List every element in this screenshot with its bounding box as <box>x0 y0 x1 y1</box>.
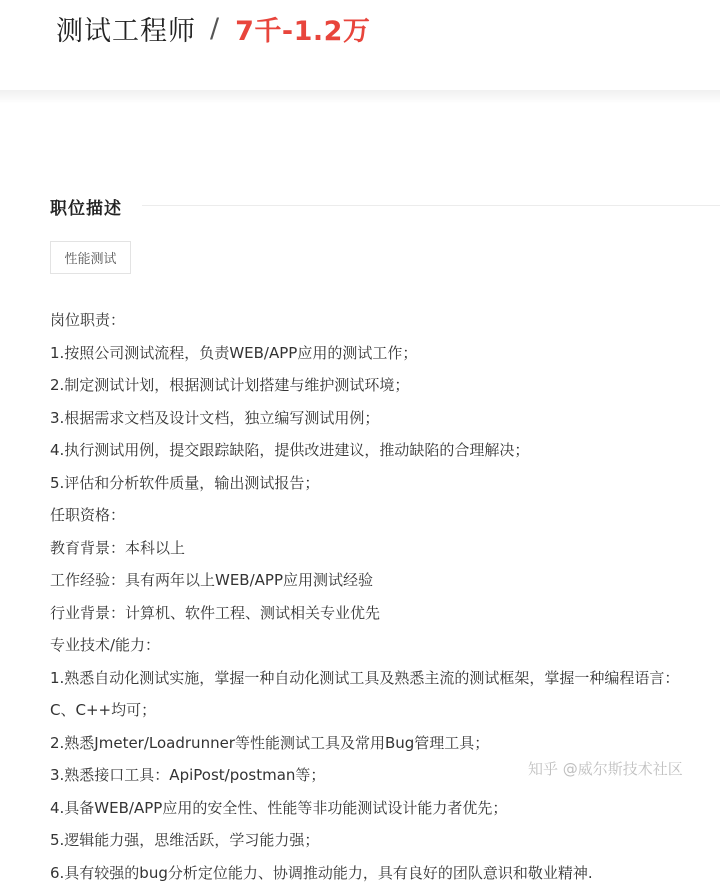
description-line: 专业技术/能力： <box>50 629 720 662</box>
description-line: 3.熟悉接口工具：ApiPost/postman等； <box>50 759 720 792</box>
description-line: 教育背景：本科以上 <box>50 532 720 565</box>
description-line: 6.具有较强的bug分析定位能力、协调推动能力，具有良好的团队意识和敬业精神. <box>50 857 720 889</box>
title-row <box>56 6 370 50</box>
title-separator: / <box>210 13 219 44</box>
skill-tag[interactable]: 性能测试 <box>50 241 131 274</box>
description-line: 工作经验：具有两年以上WEB/APP应用测试经验 <box>50 564 720 597</box>
description-line: 2.制定测试计划，根据测试计划搭建与维护测试环境； <box>50 369 720 402</box>
job-header <box>0 0 720 90</box>
description-line: 3.根据需求文档及设计文档，独立编写测试用例； <box>50 402 720 435</box>
header-shadow <box>0 90 720 104</box>
description-line: 1.按照公司测试流程，负责WEB/APP应用的测试工作； <box>50 337 720 370</box>
job-title: 测试工程师 <box>56 9 196 48</box>
description-text <box>50 304 720 889</box>
description-line: 任职资格： <box>50 499 720 532</box>
section-divider <box>142 205 720 206</box>
watermark-text: 知乎 @威尔斯技术社区 <box>528 758 683 779</box>
salary-range: 7千-1.2万 <box>235 9 370 48</box>
description-line: 1.熟悉自动化测试实施，掌握一种自动化测试工具及熟悉主流的测试框架，掌握一种编程语言： <box>50 662 720 695</box>
description-line: 4.具备WEB/APP应用的安全性、性能等非功能测试设计能力者优先； <box>50 792 720 825</box>
description-line: 岗位职责： <box>50 304 720 337</box>
section-title: 职位描述 <box>50 194 122 219</box>
description-line: C、C++均可； <box>50 694 720 727</box>
description-line: 5.评估和分析软件质量，输出测试报告； <box>50 467 720 500</box>
description-line: 2.熟悉Jmeter/Loadrunner等性能测试工具及常用Bug管理工具； <box>50 727 720 760</box>
section-heading <box>50 194 122 218</box>
description-line: 4.执行测试用例，提交跟踪缺陷，提供改进建议，推动缺陷的合理解决； <box>50 434 720 467</box>
description-line: 5.逻辑能力强，思维活跃，学习能力强； <box>50 824 720 857</box>
description-line: 行业背景：计算机、软件工程、测试相关专业优先 <box>50 597 720 630</box>
